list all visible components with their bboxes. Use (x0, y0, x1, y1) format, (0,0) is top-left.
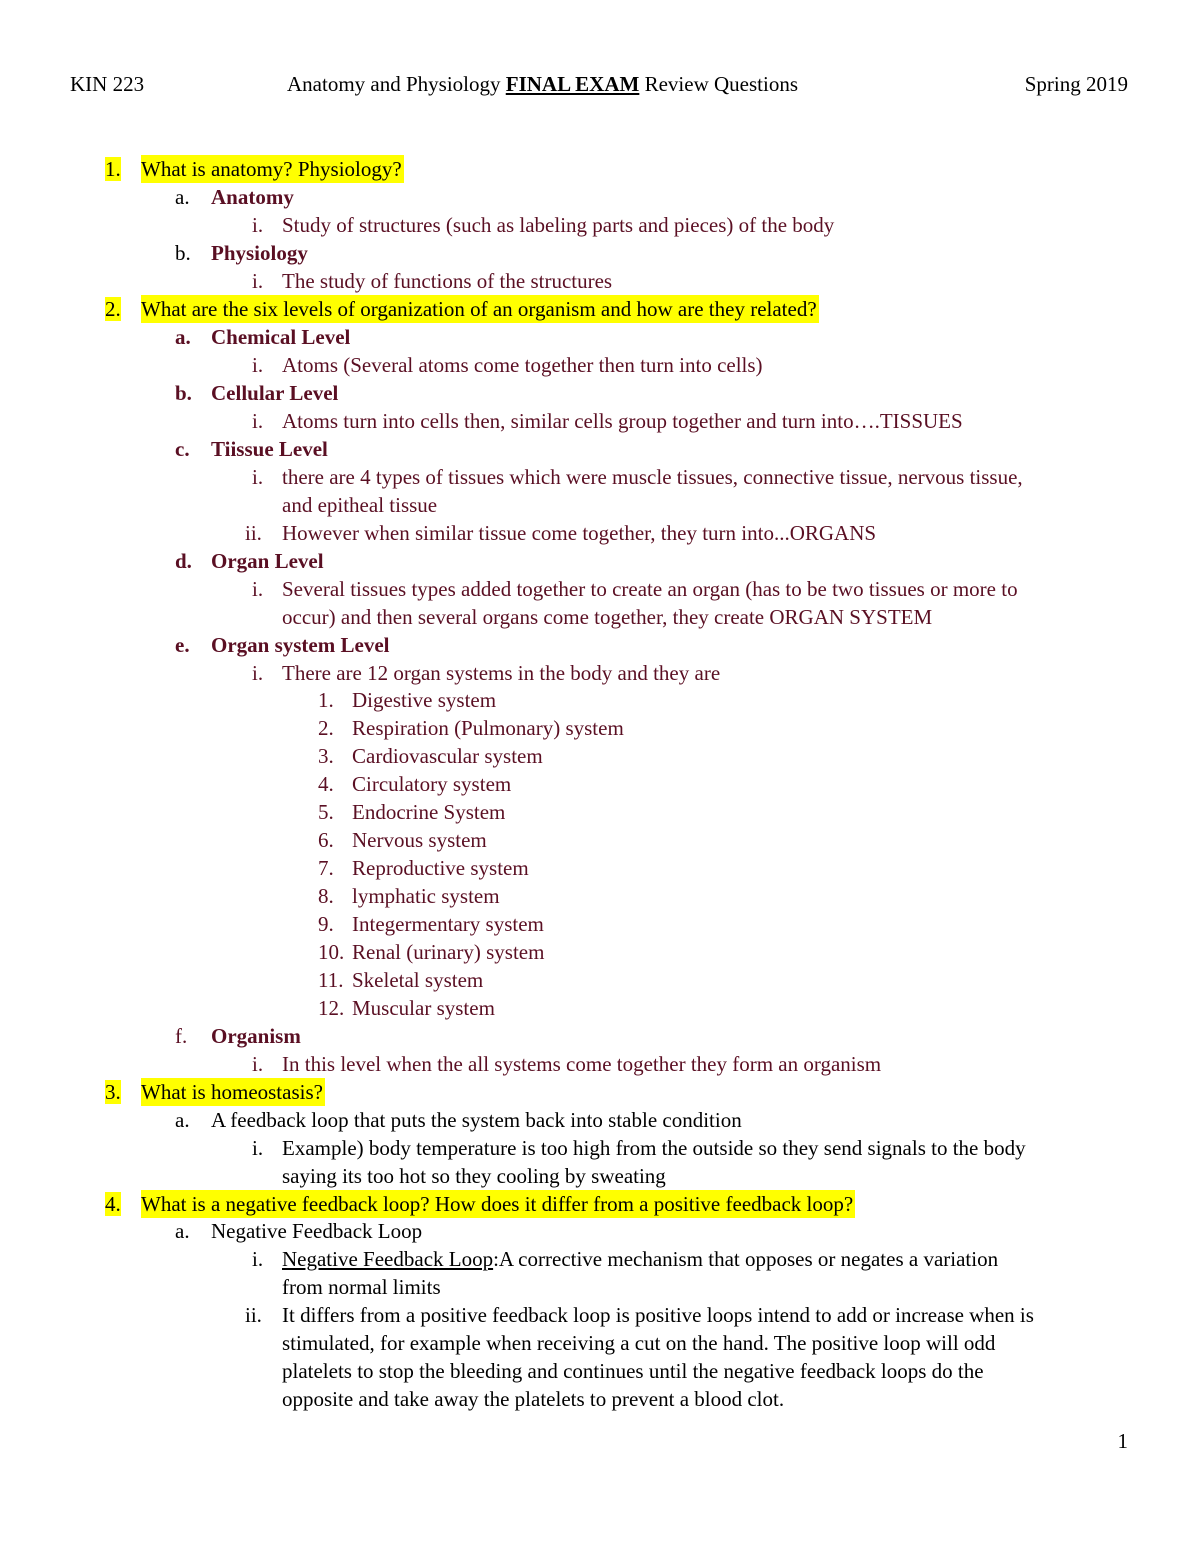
list-marker: i. (252, 661, 264, 685)
list-marker: i. (252, 1247, 264, 1271)
list-marker: 10. (318, 940, 345, 964)
list-marker: a. (175, 325, 191, 349)
item-label: Organ Level (211, 549, 324, 573)
page-header (70, 72, 1128, 102)
item-text: Endocrine System (352, 800, 506, 824)
title-prefix: Anatomy and Physiology (287, 72, 506, 96)
list-marker: 5. (318, 800, 334, 824)
item-text (282, 1245, 998, 1273)
list-marker: i. (252, 213, 264, 237)
item-text: It differs from a positive feedback loop is positive loops intend to add or increase when is (282, 1303, 1034, 1327)
question-2 (105, 295, 817, 323)
item-text: Atoms turn into cells then, similar cells group together and turn into….TISSUES (282, 409, 963, 433)
list-marker: 9. (318, 912, 334, 936)
item-text: from normal limits (282, 1275, 441, 1299)
item-text: Several tissues types added together to create an organ (has to be two tissues or more to (282, 577, 1018, 601)
item-text: Skeletal system (352, 968, 484, 992)
list-marker: e. (175, 633, 190, 657)
list-marker: i. (252, 269, 264, 293)
item-text: platelets to stop the bleeding and continues until the negative feedback loops do the (282, 1359, 984, 1383)
list-marker: 6. (318, 828, 334, 852)
item-text: Circulatory system (352, 772, 512, 796)
item-label: Organ system Level (211, 633, 390, 657)
question-number: 3. (105, 1080, 121, 1104)
list-marker: 2. (318, 716, 334, 740)
course-code: KIN 223 (70, 72, 145, 96)
item-text: There are 12 organ systems in the body and they are (282, 661, 721, 685)
item-text: Negative Feedback Loop (211, 1219, 423, 1243)
question-text: What is a negative feedback loop? How does it differ from a positive feedback loop? (141, 1192, 854, 1216)
question-text: What are the six levels of organization of an organism and how are they related? (141, 297, 817, 321)
item-text: Muscular system (352, 996, 495, 1020)
list-marker: 7. (318, 856, 334, 880)
question-4 (105, 1190, 854, 1218)
item-label: Physiology (211, 241, 308, 265)
list-marker: a. (175, 185, 190, 209)
item-text: stimulated, for example when receiving a cut on the hand. The positive loop will odd (282, 1331, 996, 1355)
question-number: 2. (105, 297, 121, 321)
list-marker: ii. (245, 1303, 262, 1327)
list-marker: 11. (318, 968, 344, 992)
item-text: lymphatic system (352, 884, 500, 908)
item-text: Example) body temperature is too high from the outside so they send signals to the body (282, 1136, 1026, 1160)
list-marker: d. (175, 549, 192, 573)
question-number: 1. (105, 157, 121, 181)
item-text: Cardiovascular system (352, 744, 543, 768)
item-text: Digestive system (352, 688, 497, 712)
list-marker: 1. (318, 688, 334, 712)
list-marker: i. (252, 1052, 264, 1076)
item-label: Organism (211, 1024, 301, 1048)
question-text: What is homeostasis? (141, 1080, 323, 1104)
item-text: Renal (urinary) system (352, 940, 545, 964)
item-text: Integermentary system (352, 912, 544, 936)
question-1 (105, 155, 402, 183)
list-marker: 12. (318, 996, 345, 1020)
item-label: Anatomy (211, 185, 294, 209)
item-text: Reproductive system (352, 856, 529, 880)
list-marker: i. (252, 465, 264, 489)
list-marker: c. (175, 437, 190, 461)
list-marker: i. (252, 577, 264, 601)
list-marker: b. (175, 241, 191, 265)
definition-text: :A corrective mechanism that opposes or negates a variation (493, 1247, 999, 1271)
item-text: The study of functions of the structures (282, 269, 613, 293)
question-number: 4. (105, 1192, 121, 1216)
list-marker: 4. (318, 772, 334, 796)
term: Spring 2019 (1024, 72, 1128, 96)
item-label: Tiissue Level (211, 437, 328, 461)
item-text: opposite and take away the platelets to prevent a blood clot. (282, 1387, 785, 1411)
item-text: occur) and then several organs come together, they create ORGAN SYSTEM (282, 605, 933, 629)
item-text: Atoms (Several atoms come together then turn into cells) (282, 353, 763, 377)
list-marker: ii. (245, 521, 262, 545)
question-3 (105, 1078, 323, 1106)
list-marker: 8. (318, 884, 334, 908)
item-text: saying its too hot so they cooling by sweating (282, 1164, 666, 1188)
list-marker: i. (252, 353, 264, 377)
document-title (287, 72, 798, 97)
list-marker: i. (252, 409, 264, 433)
title-exam: FINAL EXAM (505, 72, 640, 96)
item-text: there are 4 types of tissues which were muscle tissues, connective tissue, nervous tissue, (282, 465, 1023, 489)
page-number: 1 (1117, 1429, 1128, 1453)
item-text: A feedback loop that puts the system back into stable condition (211, 1108, 742, 1132)
item-text: Respiration (Pulmonary) system (352, 716, 624, 740)
question-text: What is anatomy? Physiology? (141, 157, 402, 181)
list-marker: i. (252, 1136, 264, 1160)
list-marker: f. (175, 1024, 188, 1048)
item-text: Nervous system (352, 828, 487, 852)
list-marker: b. (175, 381, 192, 405)
list-marker: a. (175, 1219, 190, 1243)
item-text: However when similar tissue come together, they turn into...ORGANS (282, 521, 877, 545)
list-marker: 3. (318, 744, 334, 768)
item-text: and epitheal tissue (282, 493, 438, 517)
list-marker: a. (175, 1108, 190, 1132)
item-label: Cellular Level (211, 381, 339, 405)
title-suffix: Review Questions (639, 72, 798, 96)
item-label: Chemical Level (211, 325, 351, 349)
item-text: Study of structures (such as labeling parts and pieces) of the body (282, 213, 835, 237)
defined-term: Negative Feedback Loop (282, 1247, 494, 1271)
item-text: In this level when the all systems come together they form an organism (282, 1052, 882, 1076)
